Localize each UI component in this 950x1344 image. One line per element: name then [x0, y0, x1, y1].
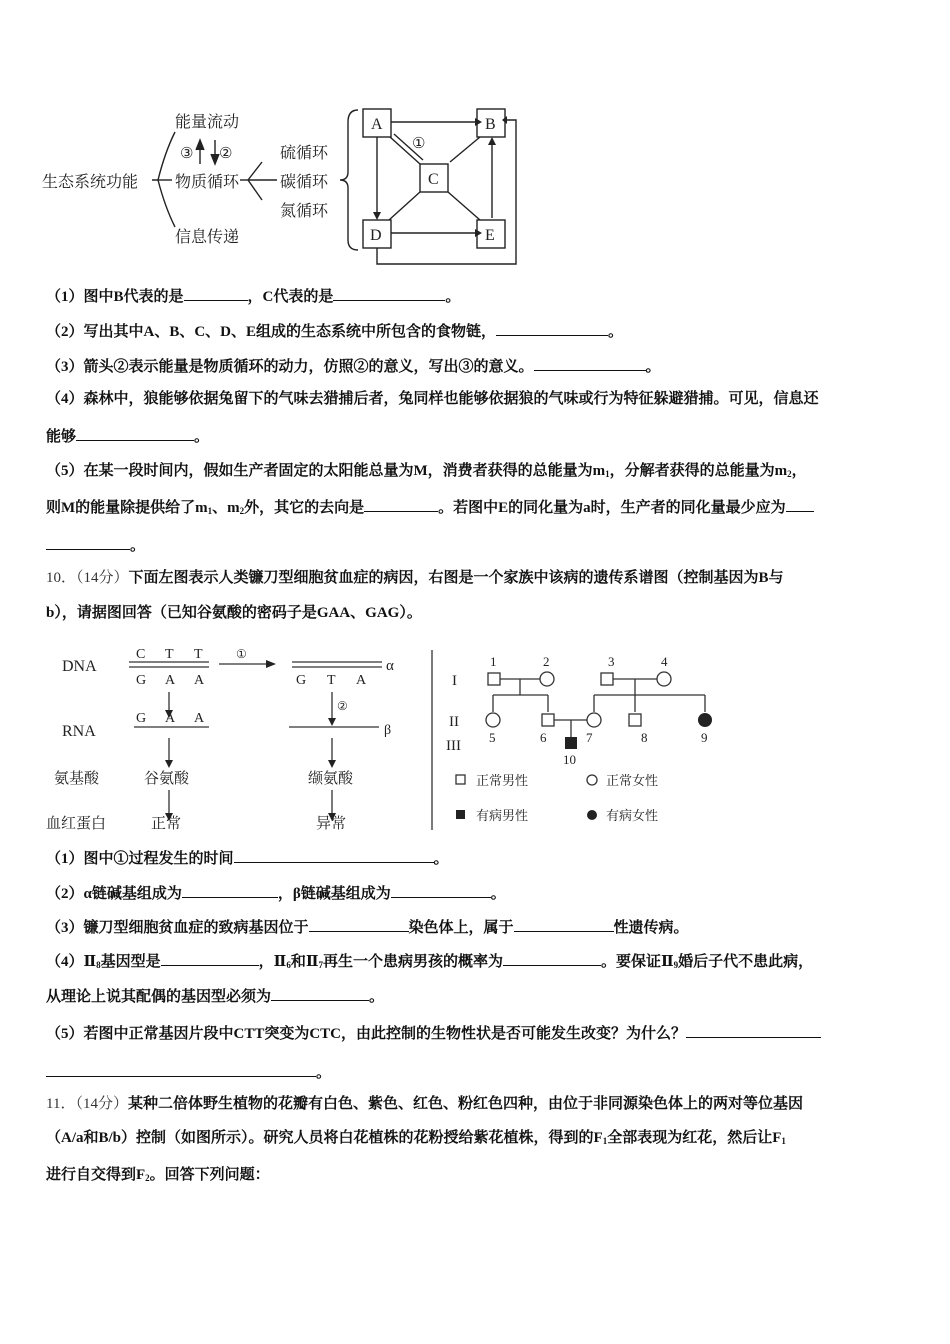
subscript: 7 [318, 960, 323, 970]
individual-id: 6 [540, 730, 547, 745]
individual-id: 1 [490, 654, 497, 669]
individual-id: 7 [586, 730, 593, 745]
text: 再生一个患病男孩的概率为 [322, 954, 503, 970]
text: 某种二倍体野生植物的花瓣有白色、紫色、红色、粉红色四种，由位于非同源染色体上的两对等位基因 [127, 1096, 803, 1112]
box-e: E [485, 227, 495, 244]
subscript: 9 [673, 960, 679, 970]
answer-blank[interactable] [333, 286, 445, 301]
q11-line2 [46, 1128, 786, 1151]
base: G [296, 673, 307, 688]
label-info-transfer: 信息传递 [175, 229, 240, 246]
box-c: C [428, 171, 439, 188]
text: （4）森林中，狼能够依据兔留下的气味去猎捕后者，兔同样也能够依据狼的气味或行为特征躲避猎捕。可见，信息还 [46, 391, 819, 407]
label-arrow-3: ③ [180, 146, 194, 162]
text: 。 [130, 538, 146, 554]
text: ，β链碱基组成为 [277, 886, 391, 902]
individual-id: 5 [489, 730, 496, 745]
text: 和Ⅱ [290, 954, 319, 970]
text: 能够 [46, 429, 77, 445]
text: 、m [212, 500, 240, 516]
answer-blank[interactable] [496, 321, 608, 336]
q11-line3 [46, 1165, 270, 1188]
label-dna: DNA [62, 658, 97, 675]
subscript: 8 [96, 960, 101, 970]
individual-id: 8 [641, 730, 648, 745]
subscript: 2 [145, 1173, 150, 1183]
box-d: D [370, 227, 382, 244]
text: 染色体上，属于 [408, 920, 514, 936]
text: （5）若图中正常基因片段中CTT突变为CTC，由此控制的生物性状是否可能发生改变？为什么？ [46, 1026, 687, 1042]
q10-part3 [46, 917, 689, 938]
answer-blank[interactable] [534, 356, 646, 371]
text: （2）写出其中A、B、C、D、E组成的生态系统中所包含的食物链， [46, 324, 497, 340]
base: G [136, 711, 147, 726]
individual-id: 3 [608, 654, 615, 669]
text: （1）图中B代表的是 [46, 289, 184, 305]
q9-part4-cont [46, 426, 209, 447]
text: 下面左图表示人类镰刀型细胞贫血症的病因，右图是一个家族中该病的遗传系谱图（控制基因为B与 [128, 570, 784, 586]
text: b），请据图回答（已知谷氨酸的密码子是GAA、GAG）。 [46, 605, 422, 621]
answer-blank[interactable] [364, 497, 438, 512]
generation-2: II [449, 714, 459, 730]
text: 婚后子代不患此病， [678, 954, 814, 970]
q9-part5 [46, 461, 807, 484]
label-nitrogen-cycle: 氮循环 [280, 203, 329, 220]
subscript: 2 [787, 469, 792, 479]
text: 。 [608, 324, 624, 340]
answer-blank[interactable] [786, 497, 814, 512]
individual-id: 9 [701, 730, 708, 745]
label-step-1: ① [236, 647, 247, 661]
q9-part3 [46, 356, 661, 377]
text: 。 [490, 886, 506, 902]
label-energy-flow: 能量流动 [175, 114, 240, 131]
box-b: B [485, 116, 496, 133]
label-hemoglobin: 血红蛋白 [46, 816, 107, 832]
text: ，C代表的是 [247, 289, 334, 305]
text: 性遗传病。 [613, 920, 689, 936]
label-amino-acid: 氨基酸 [54, 771, 100, 787]
text: 进行自交得到F [46, 1167, 146, 1183]
q10-intro [46, 568, 784, 588]
text: 外，其它的去向是 [244, 500, 365, 516]
text: （2）α链碱基组成为 [46, 886, 182, 902]
base: G [136, 673, 147, 688]
legend-normal-male: 正常男性 [476, 773, 529, 788]
text: （3）镰刀型细胞贫血症的致病基因位于 [46, 920, 309, 936]
subscript: 1 [602, 1136, 608, 1146]
legend-affected-male: 有病男性 [476, 808, 529, 823]
label-alpha: α [386, 658, 394, 674]
text: ， [791, 463, 807, 479]
q11-line1 [46, 1094, 803, 1114]
answer-blank[interactable] [161, 951, 259, 966]
q10-intro-cont [46, 603, 422, 623]
text: （4）Ⅱ [46, 954, 97, 970]
subscript: 2 [239, 506, 245, 516]
q9-part2 [46, 321, 623, 342]
base: T [327, 673, 336, 688]
text: 。要保证Ⅱ [601, 954, 674, 970]
text: （A/a和B/b）控制（如图所示）。研究人员将白花植株的花粉授给紫花植株，得到的F [46, 1130, 603, 1146]
label-step-2: ② [337, 699, 348, 713]
base: A [165, 673, 176, 688]
sickle-cell-diagram [44, 640, 708, 836]
answer-blank[interactable] [271, 986, 369, 1001]
legend-affected-female: 有病女性 [606, 808, 659, 823]
base: A [165, 711, 176, 726]
label-matter-cycle: 物质循环 [175, 174, 240, 191]
answer-blank[interactable] [686, 1023, 821, 1038]
text: 。 [445, 289, 461, 305]
individual-id: 4 [661, 654, 668, 669]
q10-part5-end [46, 1062, 331, 1083]
label-valine: 缬氨酸 [308, 771, 354, 787]
text: 。 [645, 359, 661, 375]
subscript: 1 [781, 1136, 786, 1146]
label-arrow-1: ① [412, 136, 426, 152]
label-glutamate: 谷氨酸 [144, 771, 190, 787]
text: 。 [369, 989, 385, 1005]
text: 从理论上说其配偶的基因型必须为 [46, 989, 272, 1005]
q9-part1 [46, 286, 460, 307]
individual-id: 10 [563, 752, 576, 767]
label-rna: RNA [62, 723, 96, 740]
q9-part4 [46, 389, 819, 409]
text: ，分解者获得的总能量为m [609, 463, 788, 479]
label-root: 生态系统功能 [42, 174, 139, 191]
text: 。 [433, 851, 449, 867]
subscript: 6 [286, 960, 291, 970]
q9-part5-end [46, 535, 145, 556]
question-number: 10．（14分） [46, 570, 129, 586]
question-number: 11．（14分） [46, 1096, 128, 1112]
answer-blank[interactable] [76, 426, 194, 441]
legend-normal-female: 正常女性 [606, 773, 659, 788]
text: 全部表现为红花，然后让F [607, 1130, 782, 1146]
text: 。回答下列问题： [149, 1167, 270, 1183]
q10-part1 [46, 848, 449, 869]
q10-part5 [46, 1023, 821, 1044]
text: （3）箭头②表示能量是物质循环的动力，仿照②的意义，写出③的意义。 [46, 359, 534, 375]
individual-id: 2 [543, 654, 550, 669]
generation-3: III [446, 738, 461, 754]
text: （5）在某一段时间内，假如生产者固定的太阳能总量为M，消费者获得的总能量为m [46, 463, 606, 479]
base: A [194, 711, 205, 726]
base: T [194, 647, 203, 662]
answer-blank[interactable] [234, 848, 434, 863]
answer-blank[interactable] [184, 286, 248, 301]
generation-1: I [452, 673, 457, 689]
base: A [194, 673, 205, 688]
box-a: A [371, 116, 383, 133]
subscript: 1 [605, 469, 610, 479]
label-abnormal: 异常 [316, 816, 347, 832]
base: A [356, 673, 367, 688]
answer-blank[interactable] [182, 883, 278, 898]
label-normal: 正常 [151, 816, 182, 832]
q10-part4 [46, 951, 813, 975]
q9-part5-cont [46, 497, 814, 521]
answer-blank[interactable] [503, 951, 601, 966]
q10-part4-cont [46, 986, 384, 1007]
answer-blank[interactable] [46, 1062, 316, 1077]
text: 。若图中E的同化量为a时，生产者的同化量最少应为 [438, 500, 786, 516]
text: ，Ⅱ [258, 954, 287, 970]
text: （1）图中①过程发生的时间 [46, 851, 234, 867]
label-sulfur-cycle: 硫循环 [280, 145, 329, 162]
answer-blank[interactable] [391, 883, 491, 898]
base: T [165, 647, 174, 662]
label-beta: β [384, 723, 392, 738]
label-carbon-cycle: 碳循环 [280, 174, 329, 191]
text: 。 [194, 429, 210, 445]
text: 。 [316, 1065, 332, 1081]
answer-blank[interactable] [46, 535, 130, 550]
label-arrow-2: ② [219, 146, 233, 162]
text: 基因型是 [100, 954, 161, 970]
base: C [136, 647, 146, 662]
subscript: 1 [207, 506, 213, 516]
q10-part2 [46, 883, 506, 904]
text: 则M的能量除提供给了m [46, 500, 208, 516]
answer-blank[interactable] [309, 917, 409, 932]
answer-blank[interactable] [514, 917, 614, 932]
ecosystem-function-diagram [40, 92, 540, 272]
